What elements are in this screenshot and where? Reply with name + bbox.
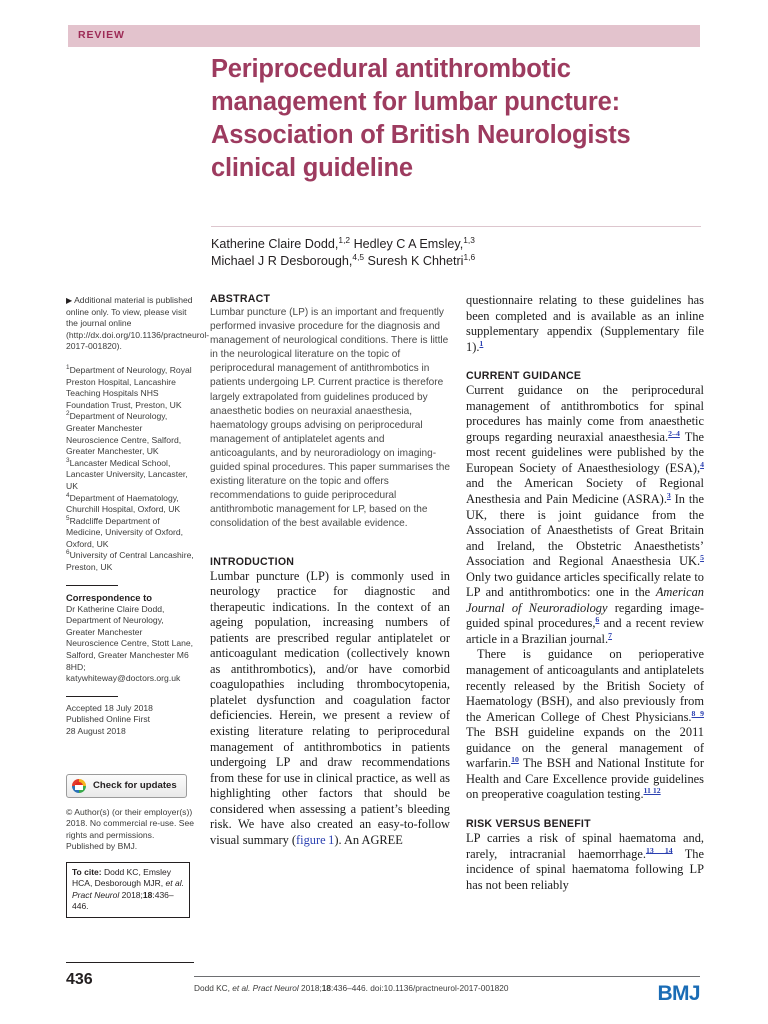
- correspondence-heading: Correspondence to: [66, 591, 152, 603]
- rvb-seg-2: The incidence of spinal haematoma following LP has not been reliably: [466, 846, 704, 892]
- page-number-block: [66, 962, 194, 989]
- introduction-heading: INTRODUCTION: [210, 555, 295, 568]
- check-for-updates-button[interactable]: [66, 774, 187, 798]
- reference-7[interactable]: 7: [608, 630, 612, 640]
- additional-material-text: Additional material is published online only. To view, please visit the journal online (http://dx.doi.org/10.1136/practneurol-2017-001820).: [66, 295, 210, 352]
- author-2-affil-marker: 1,3: [463, 234, 475, 245]
- affiliation-3: [66, 458, 194, 493]
- affiliation-4-marker: 4: [66, 491, 70, 499]
- authors-block: [211, 226, 701, 269]
- reference-3[interactable]: 3: [666, 490, 671, 500]
- author-2-name: Hedley C A Emsley,: [350, 237, 464, 251]
- figure-1-link[interactable]: figure 1: [296, 832, 335, 847]
- page-number-divider: [66, 962, 194, 963]
- affiliation-4-text: Department of Haematology, Churchill Hospital, Oxford, UK: [66, 492, 181, 515]
- review-banner-label: REVIEW: [78, 29, 125, 41]
- copyright-notice: © Author(s) (or their employer(s)) 2018. No commercial re-use. See rights and permissions. Published by BMJ.: [66, 806, 195, 852]
- footer-citation: [194, 983, 508, 994]
- affiliation-6: [66, 550, 194, 573]
- reference-4[interactable]: 4: [700, 459, 704, 469]
- introduction-text-b: ). An AGREE: [334, 832, 403, 847]
- affiliation-6-marker: 6: [66, 549, 70, 557]
- abstract-text: Lumbar puncture (LP) is an important and frequently performed invasive procedure for the diagnosis and management of neurological conditions. There is little in the neurological literature on the topic of periprocedural management of antithrombotics in patients undergoing LP. Current practice is therefore largely extrapolated from guidelines produced by anaesthetic bodies on neuraxial anaesthesia, haematology groups advising on periprocedural management of antiplatelet agents and anticoagulants, and by neuroradiology on imaging-guided spinal procedures. This paper summarises the existing literature on the topic and offers recommendations to guide periprocedural antithrombotic management for LP, based on the consolidation of the best available evidence.: [210, 307, 450, 530]
- rvb-seg-1: LP carries a risk of spinal haematoma and, rarely, intracranial haemorrhage.: [466, 830, 704, 861]
- spacer: [466, 355, 704, 370]
- author-1-name: Katherine Claire Dodd,: [211, 237, 339, 251]
- to-cite-authors: Dodd KC, Emsley HCA, Desborough MJR,: [72, 866, 172, 889]
- risk-versus-benefit-paragraph: [466, 831, 704, 893]
- to-cite-box: [66, 862, 190, 918]
- crossmark-icon: [72, 779, 86, 793]
- affiliation-1: [66, 365, 194, 411]
- affiliation-2-text: Department of Neurology, Greater Manchester Neuroscience Centre, Salford, Greater Manchester, UK: [66, 411, 182, 457]
- footer-cite-year: 2018;: [298, 983, 322, 993]
- reference-13-14[interactable]: 13 14: [645, 845, 673, 855]
- to-cite-journal: et al. Pract Neurol: [72, 878, 184, 900]
- cg2-seg-1: There is guidance on perioperative management of anticoagulants and antiplatelets recently released by the British Society of Haematology (BSH), and also previously from the American College of Chest Physicians.: [466, 647, 704, 724]
- authors-list: [211, 236, 701, 269]
- bmj-logo: BMJ: [657, 982, 700, 1005]
- right-column: [466, 293, 704, 893]
- footer-cite-journal: et al. Pract Neurol: [232, 983, 299, 993]
- continuation-paragraph: [466, 293, 704, 355]
- current-guidance-paragraph-2: [466, 647, 704, 802]
- title-block: [211, 53, 701, 185]
- spacer: [210, 532, 450, 547]
- author-3-name: Michael J R Desborough,: [211, 253, 353, 268]
- current-guidance-heading: CURRENT GUIDANCE: [466, 370, 582, 383]
- cg2-seg-3: The BSH and National Institute for Health and Care Excellence provide guidelines on preoperative coagulation testing.: [466, 756, 704, 802]
- check-for-updates-label: Check for updates: [93, 780, 177, 792]
- page-number: 436: [66, 971, 93, 988]
- published-date: 28 August 2018: [66, 726, 126, 736]
- affiliation-3-text: Lancaster Medical School, Lancaster University, Lancaster, UK: [66, 457, 188, 491]
- reference-10[interactable]: 10: [511, 755, 519, 765]
- cg-journal-name: American Journal of Neuroradiology: [466, 585, 704, 615]
- accepted-date: Accepted 18 July 2018: [66, 702, 153, 713]
- to-cite-label: To cite:: [72, 866, 102, 877]
- correspondence-body: Dr Katherine Claire Dodd, Department of Neurology, Greater Manchester Neuroscience Centre, Stott Lane, Salford, Greater Manchester M6 8HD; katywhiteway@doctors.org.uk: [66, 603, 194, 684]
- to-cite-pages: :436–446.: [72, 889, 174, 912]
- reference-2-4[interactable]: 2–4: [668, 428, 680, 438]
- cg-seg-3: and the American Society of Regional Anesthesia and Pain Medicine (ASRA).: [466, 476, 704, 507]
- published-online-first-label: Published Online First: [66, 714, 151, 725]
- introduction-text-a: Lumbar puncture (LP) is commonly used in neurology practice for diagnostic and therapeutic indications. In the context of an ageing population, increasing numbers of patients are prescribed regular antiplatelet or anticoagulant medication (collectively known as antithrombotics), and/or have comorbid coagulopathies including thrombocytopenia, platelet dysfunction and coagulation factor deficiencies. Herein, we present a review of existing literature relating to periprocedural management of antithrombotics in patients undergoing LP and draw recommendations from these for use in clinical practice, as well as highlighting other factors that should be considered when assessing a patient’s bleeding risk. We have also created an easy-to-follow visual summary (: [210, 568, 450, 847]
- additional-material-note: [66, 295, 210, 353]
- author-1-affil-marker: 1,2: [338, 234, 351, 245]
- to-cite-year: 2018;: [119, 889, 143, 900]
- review-banner: [68, 25, 700, 47]
- affiliation-3-marker: 3: [66, 456, 70, 464]
- affiliation-5: [66, 516, 194, 551]
- cg-seg-1: Current guidance on the periprocedural management of antithrombotics for spinal procedures has mainly come from anaesthetic groups regarding neuraxial anaesthesia.: [466, 383, 704, 444]
- affiliation-1-marker: 1: [66, 364, 70, 372]
- affiliation-2: [66, 411, 194, 457]
- author-4-affil-marker: 1,6: [463, 251, 476, 262]
- affiliation-1-text: Department of Neurology, Royal Preston Hospital, Lancashire Teaching Hospitals NHS Foundation Trust, Preston, UK: [66, 364, 192, 410]
- footer-cite-authors: Dodd KC,: [194, 983, 233, 993]
- reference-6[interactable]: 6: [595, 615, 600, 625]
- cg-seg-6: regarding image-guided spinal procedures,: [466, 600, 704, 631]
- continuation-text: questionnaire relating to these guidelines has been completed and is available as an inline supplementary appendix (Supplementary file 1).: [466, 293, 704, 354]
- cg-seg-2: The most recent guidelines were published by the European Society of Anaesthesiology (ESA),: [466, 429, 705, 475]
- cg-seg-4: In the UK, there is joint guidance from the Association of Anaesthetists of Great Britain and Ireland, the Obstetric Anaesthetists’ Association and Regional Anaesthesia UK.: [466, 492, 705, 569]
- footer-cite-doi: :436–446. doi:10.1136/practneurol-2017-001820: [331, 983, 509, 993]
- reference-8-9[interactable]: 8 9: [691, 708, 705, 718]
- to-cite-volume: 18: [142, 889, 153, 900]
- spacer: [210, 547, 450, 556]
- triangle-icon: ▶: [66, 296, 73, 305]
- page-title: Periprocedural antithrombotic management for lumbar puncture: Association of British Neurologists clinical guideline: [211, 55, 631, 182]
- to-cite-text: [72, 867, 184, 913]
- page-footer: [194, 976, 700, 1003]
- reference-5[interactable]: 5: [700, 553, 704, 563]
- introduction-paragraph: [210, 569, 450, 849]
- divider-dates: [66, 696, 118, 697]
- affiliation-5-marker: 5: [66, 514, 70, 522]
- abstract-column: [210, 293, 450, 848]
- affiliation-2-marker: 2: [66, 410, 70, 418]
- reference-1[interactable]: 1: [479, 338, 484, 348]
- affiliation-5-text: Radcliffe Department of Medicine, University of Oxford, Oxford, UK: [66, 515, 184, 549]
- divider-correspondence: [66, 585, 118, 586]
- footer-cite-volume: 18: [321, 983, 331, 993]
- cg-seg-7: and a recent review article in a Brazilian journal.: [466, 616, 704, 646]
- sidebar-column: [66, 295, 210, 918]
- reference-11-12[interactable]: 11 12: [643, 786, 661, 796]
- risk-versus-benefit-heading: RISK VERSUS BENEFIT: [466, 817, 591, 830]
- author-3-affil-marker: 4,5: [352, 251, 365, 262]
- cg2-seg-2: The BSH guideline expands on the 2011 guidance on the general management of warfarin.: [466, 725, 704, 771]
- author-4-name: Suresh K Chhetri: [364, 253, 464, 268]
- cg-seg-5: Only two guidance articles specifically relate to LP and antithrombotics: one in the: [466, 569, 704, 600]
- spacer: [466, 803, 704, 818]
- current-guidance-paragraph-1: [466, 383, 704, 647]
- abstract-heading: ABSTRACT: [210, 293, 271, 305]
- affiliation-4: [66, 493, 194, 516]
- affiliation-6-text: University of Central Lancashire, Preston, UK: [66, 550, 194, 573]
